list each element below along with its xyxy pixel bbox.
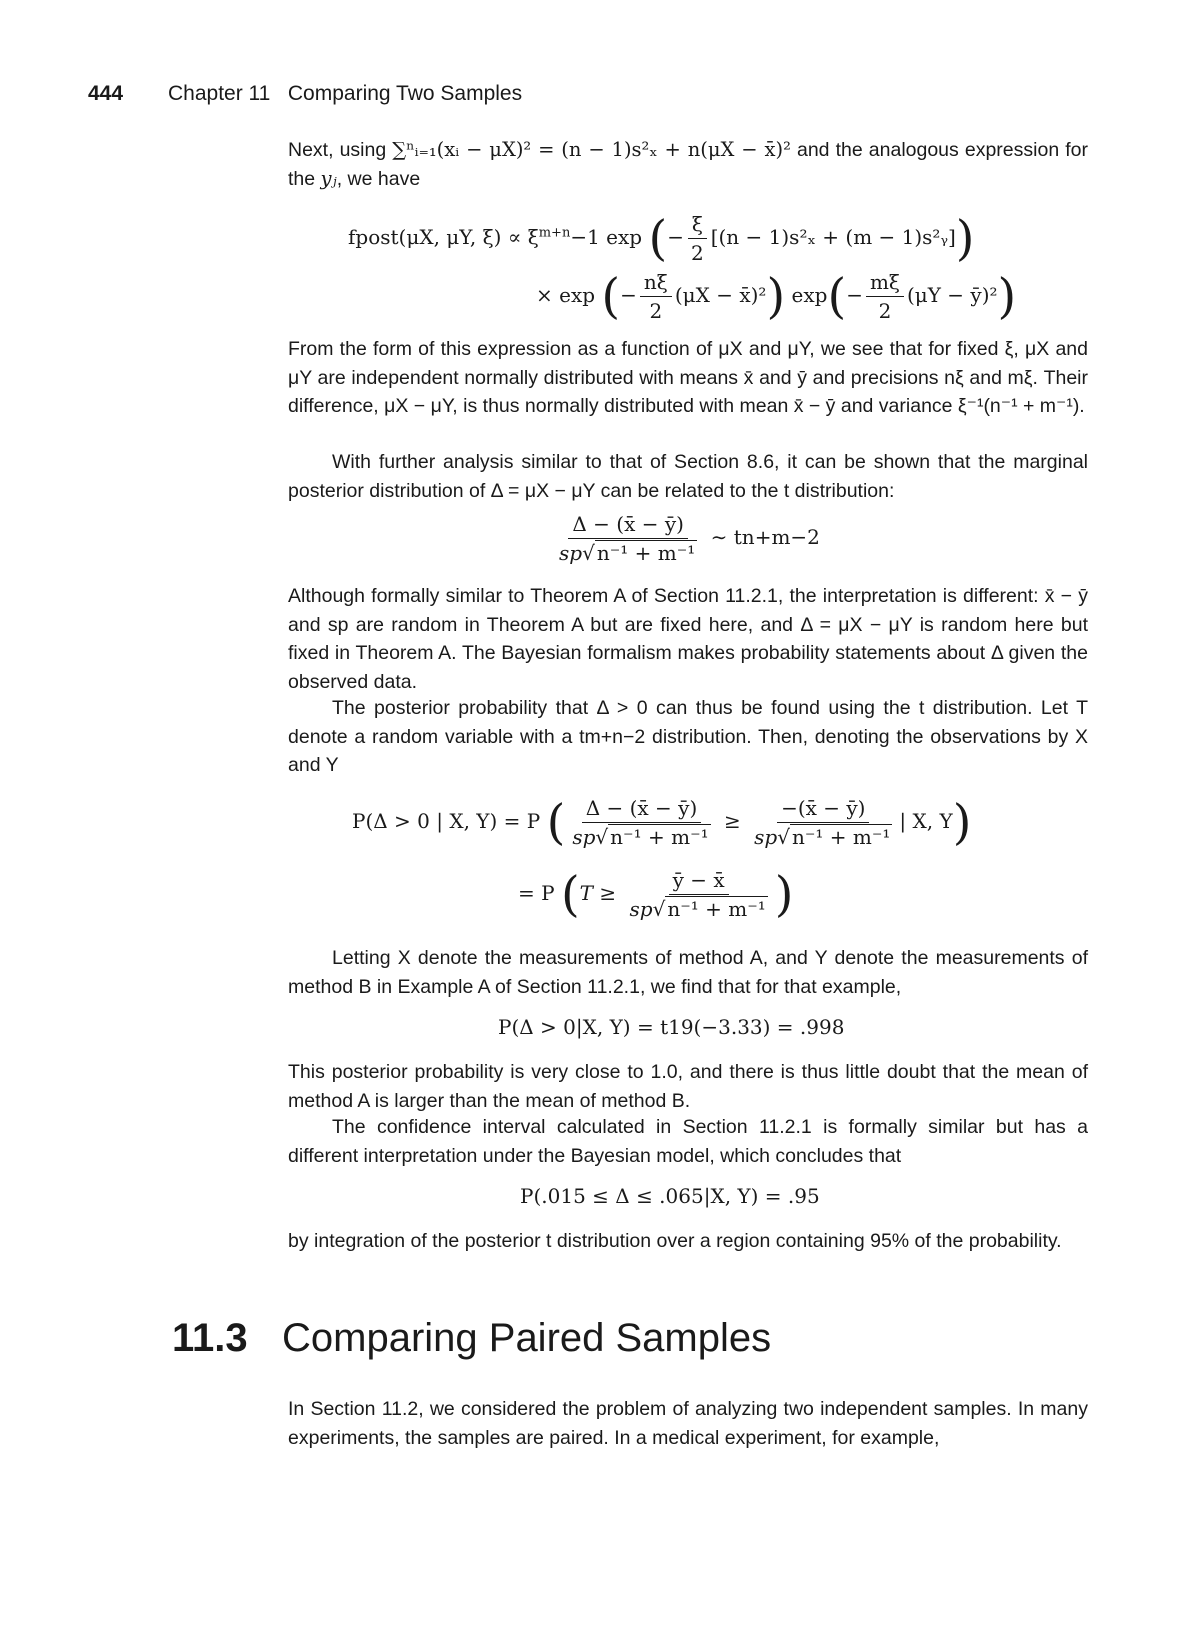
probability-equation-line2: = P (T ≥ $\frac{ȳ - x̄}{\text{sp√ n⁻¹ + m⁻¹}}$ ) bbox=[518, 866, 794, 923]
paragraph-intro bbox=[288, 136, 1088, 193]
page-number: 444 bbox=[88, 82, 124, 105]
paragraph-example: Letting X denote the measurements of method A, and Y denote the measurements of method B in Example A of Section 11.2.1, we find that for that example, bbox=[288, 947, 1088, 998]
result-equation-2: P(.015 ≤ Δ ≤ .065|X, Y) = .95 bbox=[520, 1184, 820, 1208]
posterior-exponent: m+n bbox=[538, 225, 571, 241]
paragraph-marginal: With further analysis similar to that of Section 8.6, it can be shown that the marginal posterior distribution of Δ = μX − μY can be related to the t distribution: bbox=[288, 451, 1088, 502]
paragraph-interpretation: Although formally similar to Theorem A of Section 11.2.1, the interpretation is different: x̄ − ȳ and sp are random in Theorem A but are fixed here, and Δ = μX − μY is random here but fixed in Theorem A. The Bayesian formalism makes probability statements about Δ given the observed data. bbox=[288, 585, 1088, 693]
section-heading bbox=[172, 1316, 771, 1361]
t-distribution-relation: $\frac{\Delta - (x̄ - ȳ)}{\text{sp√ n⁻¹ + m⁻¹}}$ ∼ tn+m−2 bbox=[559, 512, 820, 565]
posterior-lhs: fpost(μX, μY, ξ) ∝ ξ bbox=[348, 225, 539, 249]
section-title: Comparing Paired Samples bbox=[282, 1316, 772, 1360]
paragraph-confidence: The confidence interval calculated in Section 11.2.1 is formally similar but has a different interpretation under the Bayesian model, which concludes that bbox=[288, 1116, 1088, 1167]
yj-symbol: yⱼ bbox=[320, 166, 337, 190]
xi-over-2: $\frac{\xi}{2}$ bbox=[687, 212, 708, 265]
result-equation-1: P(Δ > 0|X, Y) = t19(−3.33) = .998 bbox=[498, 1015, 845, 1039]
paragraph-independence: From the form of this expression as a function of μX and μY, we see that for fixed ξ, μX and μY are independent normally distributed with means x̄ and ȳ and precisions nξ and mξ. Their difference, μX − μY, is thus normally distributed with mean x̄ − ȳ and variance ξ⁻¹(n⁻¹ + m⁻¹). bbox=[288, 338, 1088, 417]
paragraph-integration: by integration of the posterior t distribution over a region containing 95% of the probability. bbox=[288, 1230, 1062, 1252]
section-number: 11.3 bbox=[172, 1316, 248, 1360]
running-head bbox=[88, 82, 522, 106]
intro-mid: and the analogous expression for the bbox=[288, 139, 1088, 190]
posterior-bracket: [(n − 1)s²ₓ + (m − 1)s²ᵧ] bbox=[710, 225, 956, 249]
paragraph-paired: In Section 11.2, we considered the problem of analyzing two independent samples. In many experiments, the samples are paired. In a medical experiment, for example, bbox=[288, 1398, 1088, 1449]
probability-equation-line1: P(Δ > 0 | X, Y) = P ( $\frac{\Delta - (x̄ - ȳ)}{\text{sp√ n⁻¹ + m⁻¹}}$ ≥ $\frac{-(x̄ - ȳ)}{\text{sp√ n⁻¹ + m⁻¹}}$ | X, Y) bbox=[352, 794, 972, 851]
paragraph-posterior-probability: The posterior probability that Δ > 0 can thus be found using the t distribution. Let T denote a random variable with a tm+n−2 distribution. Then, denoting the observations by X and Y bbox=[288, 697, 1088, 776]
sum-identity: ∑ⁿᵢ₌₁(xᵢ − μX)² = (n − 1)s²ₓ + n(μX − x̄)² bbox=[392, 138, 791, 161]
chapter-label: Chapter 11 bbox=[168, 82, 271, 105]
intro-lead: Next, using bbox=[288, 139, 393, 161]
posterior-exp: −1 exp bbox=[570, 225, 643, 249]
paragraph-conclusion: This posterior probability is very close to 1.0, and there is thus little doubt that the mean of method A is larger than the mean of method B. bbox=[288, 1061, 1088, 1112]
intro-end: , we have bbox=[336, 167, 421, 190]
posterior-equation-line2: × exp (− $\frac{n\xi}{2}$ (μX − x̄)²) exp(− $\frac{m\xi}{2}$ (μY − ȳ)²) bbox=[536, 268, 1017, 325]
posterior-equation-line1: fpost(μX, μY, $\xi) \propto \xi^{m+n}-1$ exp (− $\frac{\xi}{2}$ [(n − 1)s²ₓ + (m − 1)s²ᵧ]) bbox=[348, 210, 975, 267]
chapter-title: Comparing Two Samples bbox=[287, 82, 523, 105]
